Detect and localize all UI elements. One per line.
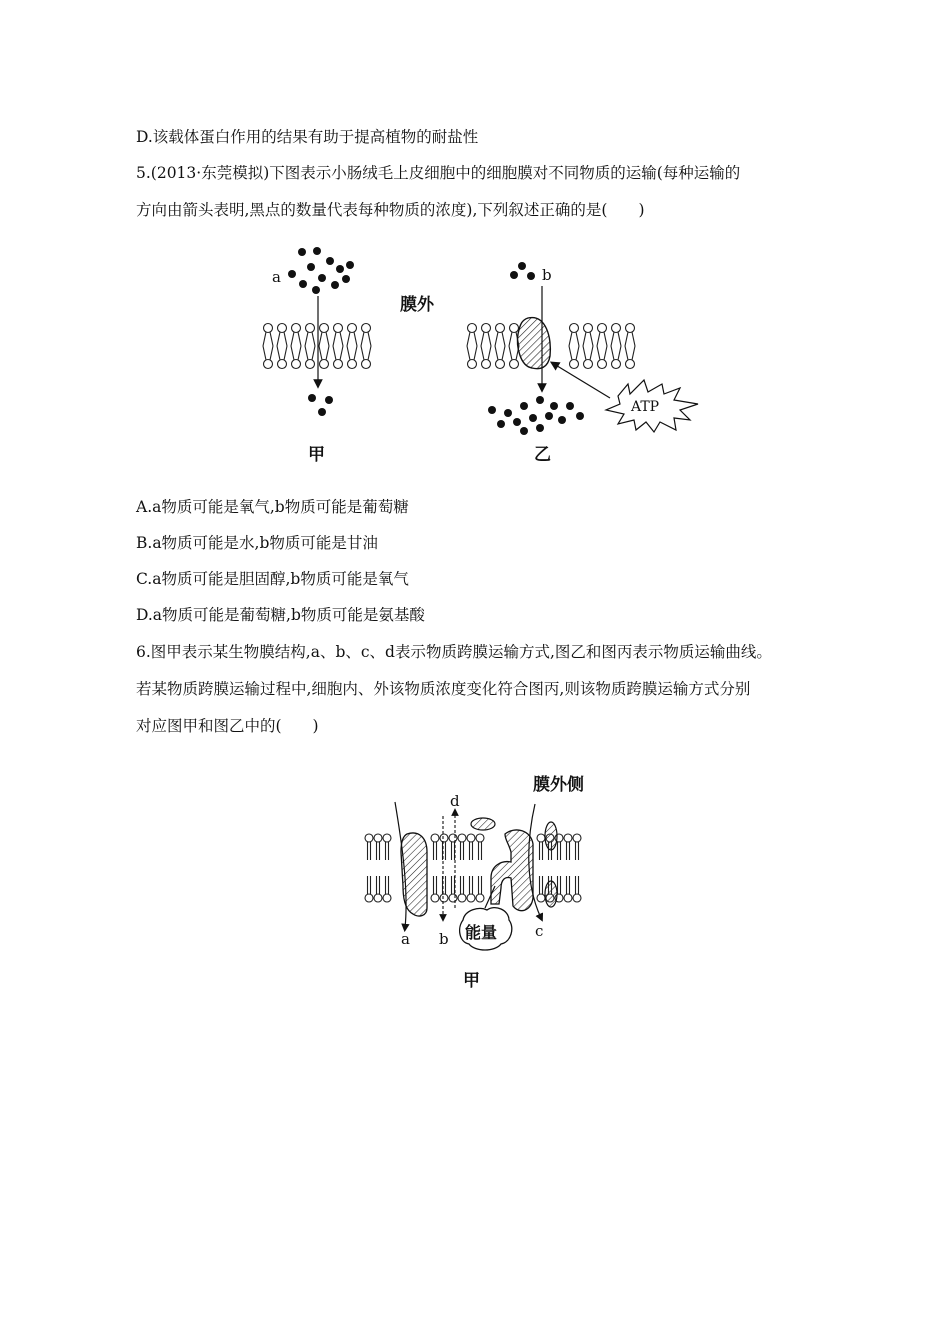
question-5-line-2: 方向由箭头表明,黑点的数量代表每种物质的浓度),下列叙述正确的是( ): [136, 201, 645, 219]
membrane-protein-2: [545, 881, 557, 907]
label-energy: 能量: [465, 923, 498, 942]
option-c[interactable]: C.a物质可能是胆固醇,b物质可能是氧气: [136, 570, 409, 588]
arrow-a: [395, 802, 406, 928]
label-d: d: [450, 792, 460, 810]
caption-jia: 甲: [308, 445, 325, 465]
caption-jia-2: 甲: [463, 971, 480, 991]
label-outside-side: 膜外侧: [533, 775, 584, 795]
figure-2-biomembrane: [355, 768, 605, 998]
carrier-protein: [518, 318, 551, 369]
option-b[interactable]: B.a物质可能是水,b物质可能是甘油: [136, 534, 378, 552]
label-a: a: [272, 268, 281, 286]
molecules-a-outside: [288, 247, 354, 294]
figure-1-membrane-transport: [250, 238, 720, 470]
molecules-b-inside: [488, 396, 584, 435]
option-a[interactable]: A.a物质可能是氧气,b物质可能是葡萄糖: [136, 498, 409, 516]
arrow-atp: [554, 364, 610, 398]
question-5-line-1: 5.(2013·东莞模拟)下图表示小肠绒毛上皮细胞中的细胞膜对不同物质的运输(每种运输的: [136, 164, 741, 182]
option-d-previous: D.该载体蛋白作用的结果有助于提高植物的耐盐性: [136, 128, 479, 146]
question-6-line-3: 对应图甲和图乙中的( ): [136, 717, 319, 735]
membrane-left: [263, 324, 371, 369]
option-d[interactable]: D.a物质可能是葡萄糖,b物质可能是氨基酸: [136, 606, 425, 624]
caption-yi: 乙: [534, 445, 551, 465]
molecules-a-inside: [308, 394, 333, 416]
label-b: b: [439, 930, 449, 948]
surface-protein: [471, 818, 495, 830]
membrane-protein-1: [545, 822, 557, 850]
label-atp: ATP: [631, 399, 660, 415]
label-c: c: [535, 922, 544, 940]
label-a: a: [401, 930, 410, 948]
molecules-b-outside: [510, 262, 535, 280]
label-b: b: [542, 266, 552, 284]
carrier-protein-c: [491, 830, 533, 911]
question-6-line-2: 若某物质跨膜运输过程中,细胞内、外该物质浓度变化符合图丙,则该物质跨膜运输方式分别: [136, 680, 751, 698]
label-outside: 膜外: [400, 295, 434, 315]
question-6-line-1: 6.图甲表示某生物膜结构,a、b、c、d表示物质跨膜运输方式,图乙和图丙表示物质运输曲线。: [136, 643, 772, 661]
